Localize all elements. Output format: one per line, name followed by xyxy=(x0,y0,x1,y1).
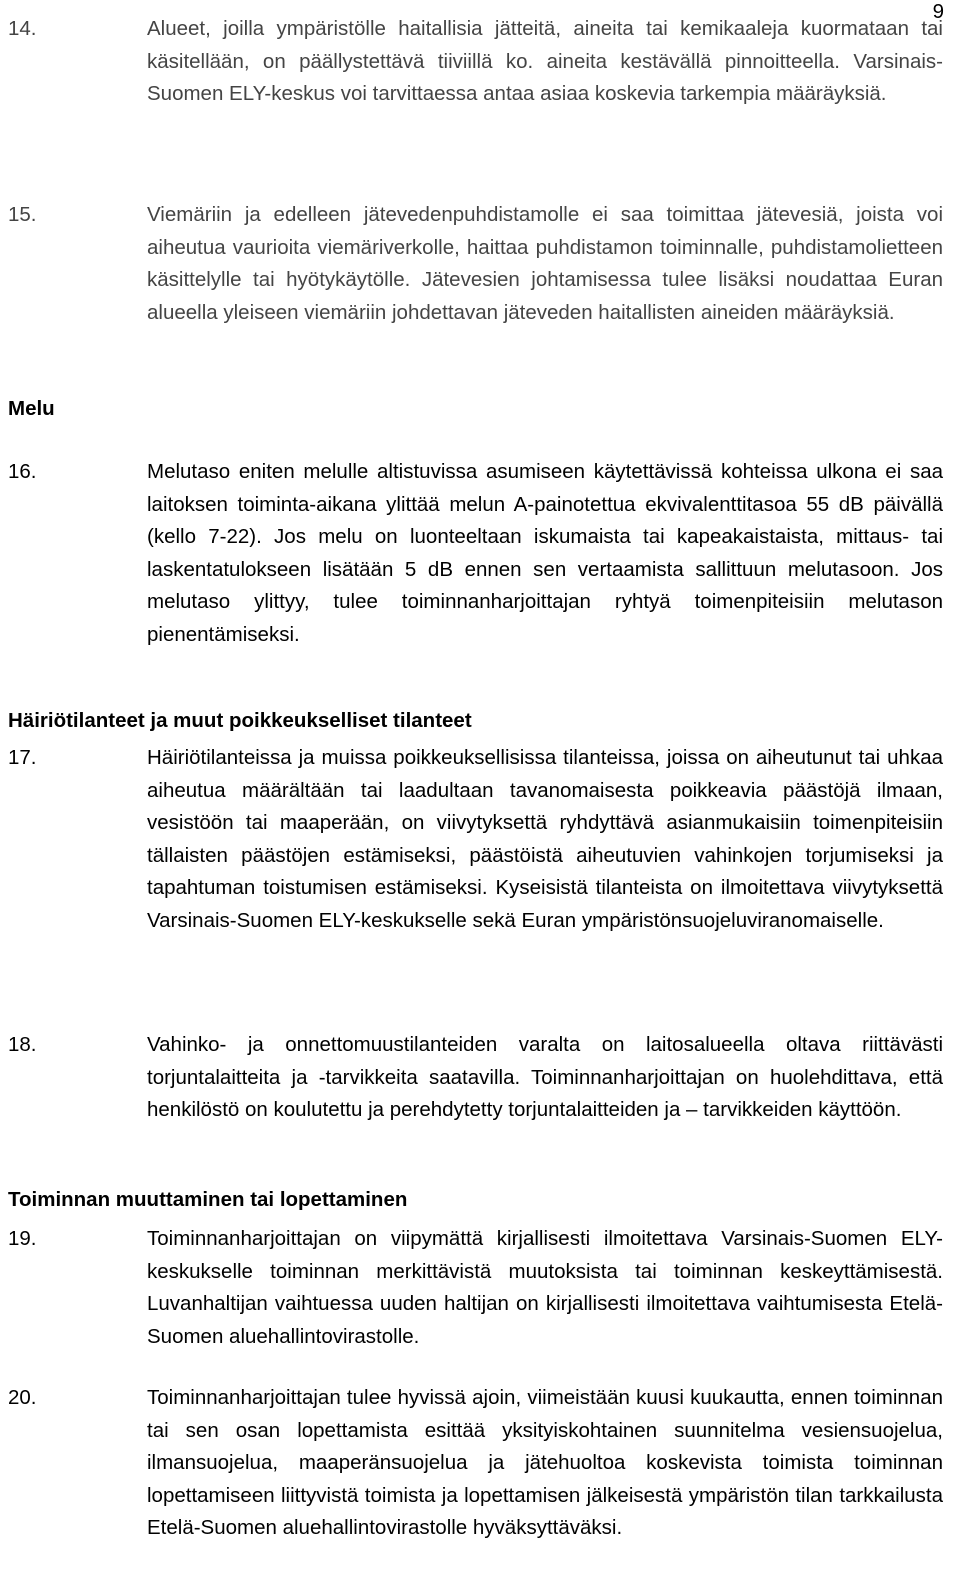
clause-number: 14. xyxy=(8,17,37,40)
clause-18 xyxy=(8,1029,943,1127)
clause-text: Melutaso eniten melulle altistuvissa asumiseen käytettävissä kohteissa ulkona ei saa laitoksen toiminta-aikana ylittää melun A-painotettua ekvivalenttitasoa 55 dB päivällä (kello 7-22). Jos melu on luonteeltaan iskumaista tai kapeakaistaista, mittaus- tai laskentatulokseen lisätään 5 dB ennen sen vertaamista sallittuun melutasoon. Jos melutaso ylittyy, tulee toiminnanharjoittajan ryhtyä toimenpiteisiin melutason pienentämiseksi. xyxy=(147,460,943,646)
page-number: 9 xyxy=(932,0,944,23)
section-heading-melu: Melu xyxy=(8,397,55,420)
section-heading-hairiotilanteet: Häiriötilanteet ja muut poikkeukselliset tilanteet xyxy=(8,709,472,732)
clause-number: 19. xyxy=(8,1227,37,1250)
clause-text: Alueet, joilla ympäristölle haitallisia jätteitä, aineita tai kemikaaleja kuormataan tai käsitellään, on päällystettävä tiiviillä ko. aineita kestävällä pinnoitteella. Varsinais-Suomen ELY-keskus voi tarvittaessa antaa asiaa koskevia tarkempia määräyksiä. xyxy=(147,17,943,106)
clause-number: 16. xyxy=(8,460,37,483)
clause-16 xyxy=(8,456,943,652)
clause-text: Viemäriin ja edelleen jätevedenpuhdistamolle ei saa toimittaa jätevesiä, joista voi aiheutua vaurioita viemäriverkolle, haittaa puhdistamon toiminnalle, puhdistamolietteen käsittelylle tai hyötykäytölle. Jätevesien johtamisessa tulee lisäksi noudattaa Euran alueella yleiseen viemäriin johdettavan jäteveden haitallisten aineiden määräyksiä. xyxy=(147,203,943,324)
section-heading-toiminnan-muuttaminen: Toiminnan muuttaminen tai lopettaminen xyxy=(8,1188,408,1211)
clause-14 xyxy=(8,13,943,111)
clause-text: Häiriötilanteissa ja muissa poikkeuksellisissa tilanteissa, joissa on aiheutunut tai uhkaa aiheutua määrältään tai laadultaan tavanomaisesta poikkeavia päästöjä ilmaan, vesistöön tai maaperään, on viivytyksettä ryhdyttävä asianmukaisiin toimenpiteisiin tällaisten päästöjen estämiseksi, päästöistä aiheutuvien vahinkojen torjumiseksi ja tapahtuman toistumisen estämiseksi. Kyseisistä tilanteista on ilmoitettava viivytyksettä Varsinais-Suomen ELY-keskukselle sekä Euran ympäristönsuojeluviranomaiselle. xyxy=(147,746,943,932)
clause-number: 20. xyxy=(8,1386,37,1409)
clause-19 xyxy=(8,1223,943,1353)
clause-20 xyxy=(8,1382,943,1545)
clause-number: 15. xyxy=(8,203,37,226)
clause-text: Toiminnanharjoittajan on viipymättä kirjallisesti ilmoitettava Varsinais-Suomen ELY-keskukselle toiminnan merkittävistä muutoksista tai toiminnan keskeyttämisestä. Luvanhaltijan vaihtuessa uuden haltijan on kirjallisesti ilmoitettava vaihtumisesta Etelä-Suomen aluehallintovirastolle. xyxy=(147,1227,943,1348)
clause-text: Toiminnanharjoittajan tulee hyvissä ajoin, viimeistään kuusi kuukautta, ennen toiminnan tai sen osan lopettamista esittää yksityiskohtainen suunnitelma vesiensuojelua, ilmansuojelua, maaperänsuojelua ja jätehuoltoa koskevista toimista toiminnan lopettamiseen liittyvistä toimista ja lopettamisen jälkeisestä ympäristön tilan tarkkailusta Etelä-Suomen aluehallintovirastolle hyväksyttäväksi. xyxy=(147,1386,943,1540)
clause-15 xyxy=(8,199,943,329)
clause-text: Vahinko- ja onnettomuustilanteiden varalta on laitosalueella oltava riittävästi torjuntalaitteita ja -tarvikkeita saatavilla. Toiminnanharjoittajan on huolehdittava, että henkilöstö on koulutettu ja perehdytetty torjuntalaitteiden ja – tarvikkeiden käyttöön. xyxy=(147,1033,943,1122)
clause-number: 18. xyxy=(8,1033,37,1056)
clause-number: 17. xyxy=(8,746,37,769)
clause-17 xyxy=(8,742,943,938)
